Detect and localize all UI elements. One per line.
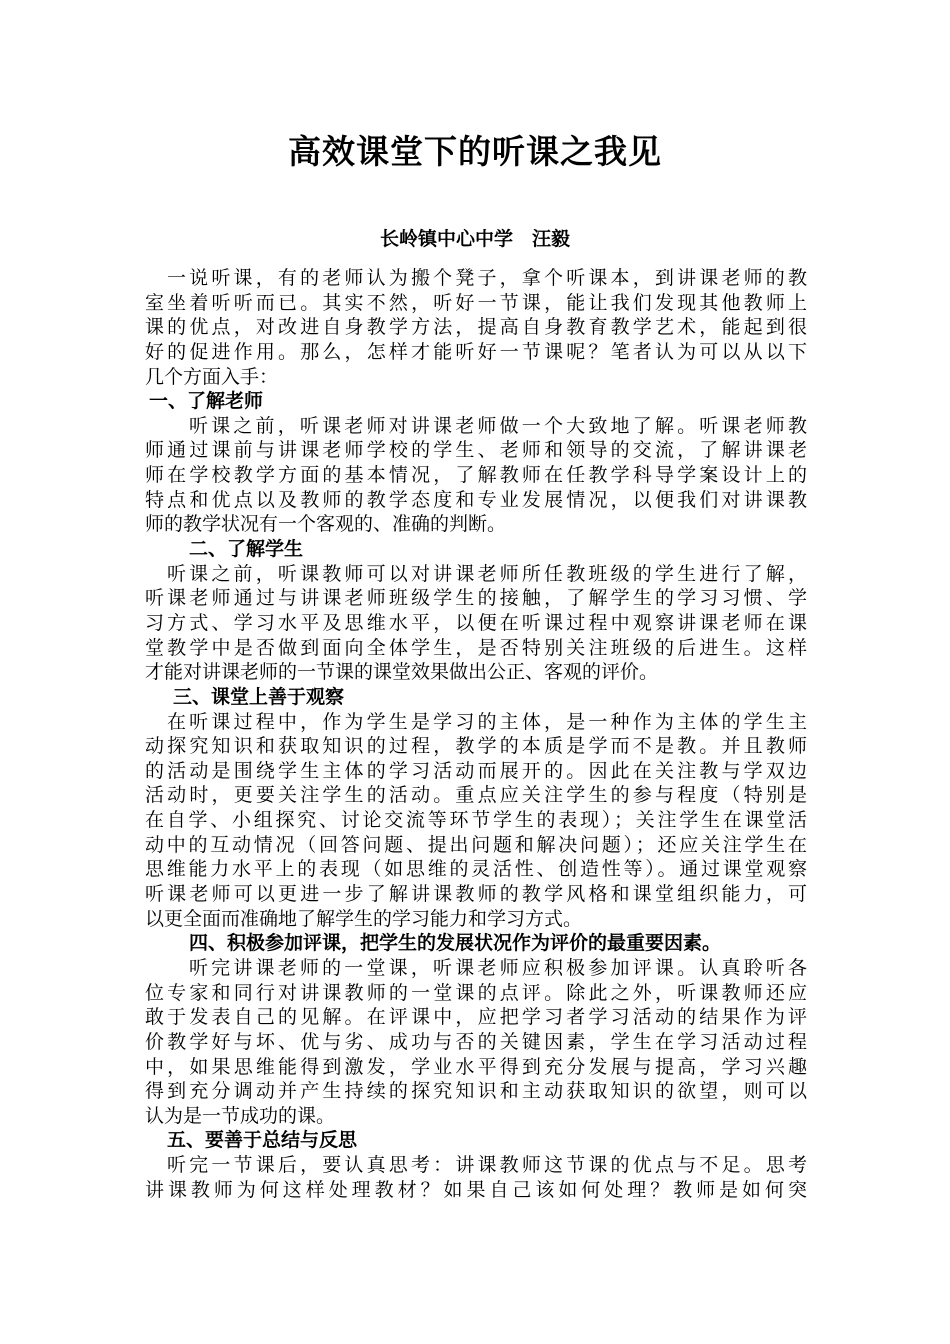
text-line: 听课之前，听课老师对讲课老师做一个大致地了解。听课老师教	[189, 414, 807, 437]
text-line: 讲课教师为何这样处理教材？如果自己该如何处理？教师是如何突	[145, 1178, 807, 1201]
text-line: 几个方面入手：	[145, 365, 279, 388]
text-line: 师通过课前与讲课老师学校的学生、老师和领导的交流，了解讲课老	[145, 439, 807, 462]
text-line: 才能对讲课老师的一节课的课堂效果做出公正、客观的评价。	[145, 661, 659, 684]
text-line: 中，如果思维能得到激发，学业水平得到充分发展与提高，学习兴趣	[145, 1055, 807, 1078]
author-byline: 长岭镇中心中学 汪毅	[379, 228, 570, 250]
text-line: 习方式、学习水平及思维水平，以便在听课过程中观察讲课老师在课	[145, 611, 807, 634]
text-line: 动中的互动情况（回答问题、提出问题和解决问题）；还应关注学生在	[145, 833, 807, 856]
text-line: 师在学校教学方面的基本情况，了解教师在任教学科导学案设计上的	[145, 464, 807, 487]
text-line: 认为是一节成功的课。	[145, 1104, 336, 1127]
section-heading: 三、课堂上善于观察	[173, 685, 345, 708]
text-line: 听课老师通过与讲课老师班级学生的接触，了解学生的学习习惯、学	[145, 587, 807, 610]
text-line: 动探究知识和获取知识的过程，教学的本质是学而不是教。并且教师	[145, 735, 807, 758]
text-line: 听课之前，听课教师可以对讲课老师所任教班级的学生进行了解，	[167, 562, 807, 585]
document-title: 高效课堂下的听课之我见	[288, 132, 662, 171]
text-line: 室坐着听听而已。其实不然，听好一节课，能让我们发现其他教师上	[145, 291, 807, 314]
section-heading: 四、积极参加评课，把学生的发展状况作为评价的最重要因素。	[189, 932, 722, 955]
text-line: 得到充分调动并产生持续的探究知识和主动获取知识的欲望，则可以	[145, 1080, 807, 1103]
text-line: 好的促进作用。那么，怎样才能听好一节课呢？笔者认为可以从以下	[145, 340, 807, 363]
text-line: 以更全面而准确地了解学生的学习能力和学习方式。	[145, 907, 583, 930]
text-line: 在自学、小组探究、讨论交流等环节学生的表现）；关注学生在课堂活	[145, 809, 807, 832]
text-line: 堂教学中是否做到面向全体学生，是否特别关注班级的后进生。这样	[145, 636, 807, 659]
text-line: 听课老师可以更进一步了解讲课教师的教学风格和课堂组织能力，可	[145, 883, 807, 906]
text-line: 价教学好与坏、优与劣、成功与否的关键因素，学生在学习活动过程	[145, 1030, 807, 1053]
text-line: 活动时，更要关注学生的活动。重点应关注学生的参与程度（特别是	[145, 784, 807, 807]
section-heading: 五、要善于总结与反思	[167, 1129, 358, 1152]
text-line: 的活动是围绕学生主体的学习活动而展开的。因此在关注教与学双边	[145, 759, 807, 782]
text-line: 思维能力水平上的表现（如思维的灵活性、创造性等）。通过课堂观察	[145, 858, 807, 881]
text-line: 课的优点，对改进自身教学方法，提高自身教育教学艺术，能起到很	[145, 316, 807, 339]
text-line: 位专家和同行对讲课教师的一堂课的点评。除此之外，听课教师还应	[145, 981, 807, 1004]
text-line: 特点和优点以及教师的教学态度和专业发展情况，以便我们对讲课教	[145, 488, 807, 511]
text-line: 一说听课，有的老师认为搬个凳子，拿个听课本，到讲课老师的教	[167, 267, 807, 289]
text-line: 敢于发表自己的见解。在评课中，应把学习者学习活动的结果作为评	[145, 1006, 807, 1029]
section-heading: 一、了解老师	[149, 390, 264, 413]
text-line: 听完讲课老师的一堂课，听课老师应积极参加评课。认真聆听各	[189, 956, 807, 979]
section-heading: 二、了解学生	[189, 538, 304, 561]
document-body	[145, 266, 807, 1202]
text-line: 师的教学状况有一个客观的、准确的判断。	[145, 513, 507, 536]
text-line: 听完一节课后，要认真思考：讲课教师这节课的优点与不足。思考	[167, 1154, 807, 1177]
text-line: 在听课过程中，作为学生是学习的主体，是一种作为主体的学生主	[167, 710, 807, 733]
